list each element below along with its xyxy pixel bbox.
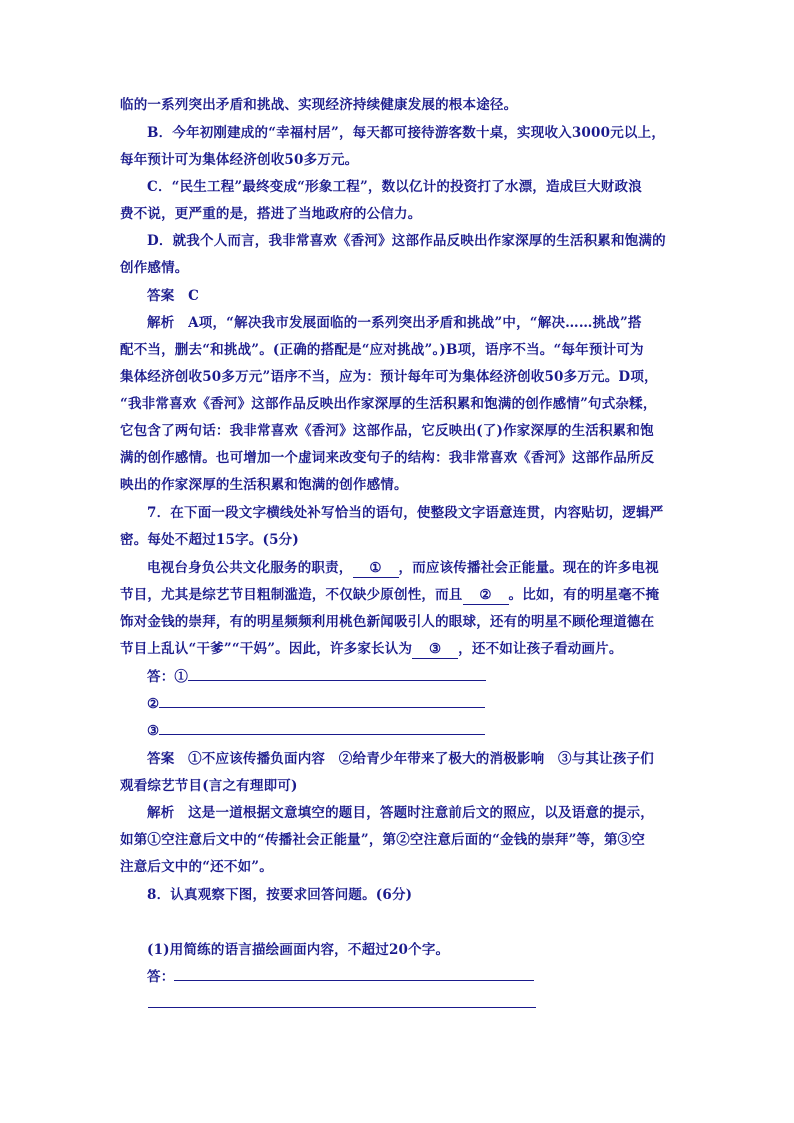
q7-stem-line1: 7．在下面一段文字横线处补写恰当的语句，使整段文字语意连贯，内容贴切，逻辑严 [147,505,664,521]
q7-answer-line2: 观看综艺节目(言之有理即可) [120,778,298,794]
q7-passage-text: 节目，尤其是综艺节目粗制滥造，不仅缺少原创性，而且 [120,587,463,603]
option-c-line2: 费不说，更严重的是，搭进了当地政府的公信力。 [120,206,422,222]
answer-label: 答： [147,669,175,685]
q8-answer-blank-1[interactable] [174,968,534,981]
q7-explanation-line3: 注意后文中的“还不如”。 [120,859,273,875]
q7-answer-line1: 答案 ①不应该传播负面内容 ②给青少年带来了极大的消极影响 ③与其让孩子们 [147,751,654,767]
blank-1: ① [353,559,399,578]
circle-number: ② [147,696,160,712]
answer-blank-2[interactable] [159,695,485,708]
q7-answer-row-1 [147,668,486,686]
q6-explanation-line6: 满的创作感情。也可增加一个虚词来改变句子的结构：我非常喜欢《香河》这部作品所反 [120,450,655,466]
q6-explanation-line3: 集体经济创收50多万元”语序不当，应为：预计每年可为集体经济创收50多万元。D项， [120,369,658,385]
q6-explanation-line7: 映出的作家深厚的生活积累和饱满的创作感情。 [120,477,408,493]
q7-passage-line2 [120,586,659,605]
answer-blank-3[interactable] [159,722,485,735]
q7-answer-row-3 [147,722,485,740]
answer-label: 答： [147,969,175,985]
q7-passage-text: 。比如，有的明星毫不掩 [508,587,660,603]
q7-passage-text: 电视台身负公共文化服务的职责， [147,560,353,576]
q6-answer: 答案 C [147,288,200,304]
q8-answer-blank-2[interactable] [148,1007,536,1008]
q7-passage-line3: 饰对金钱的崇拜，有的明星频频利用桃色新闻吸引人的眼球，还有的明星不顾伦理道德在 [120,614,655,630]
option-d-line1: D．就我个人而言，我非常喜欢《香河》这部作品反映出作家深厚的生活积累和饱满的 [147,233,666,249]
q6-explanation-line1: 解析 A项，“解决我市发展面临的一系列突出矛盾和挑战”中，“解决……挑战”搭 [147,315,642,331]
q6-explanation-line2: 配不当，删去“和挑战”。(正确的搭配是“应对挑战”。)B项，语序不当。“每年预计可为 [120,342,644,358]
q7-passage-line4 [120,640,623,659]
q7-passage-text: ，还不如让孩子看动画片。 [458,641,623,657]
q7-passage-text: ，而应该传播社会正能量。现在的许多电视 [398,560,659,576]
answer-blank-1[interactable] [188,668,486,681]
q7-passage-text: 节目上乱认“干爹”“干妈”。因此，许多家长认为 [120,641,413,657]
option-d-line2: 创作感情。 [120,260,189,276]
q7-answer-row-2 [147,695,485,713]
q7-explanation-line2: 如第①空注意后文中的“传播社会正能量”，第②空注意后面的“金钱的崇拜”等，第③空 [120,832,646,848]
circle-number: ③ [147,723,160,739]
q6-explanation-line4: “我非常喜欢《香河》这部作品反映出作家深厚的生活积累和饱满的创作感情”句式杂糅， [120,396,657,412]
option-a-continuation: 临的一系列突出矛盾和挑战、实现经济持续健康发展的根本途径。 [120,97,518,113]
option-b-line2: 每年预计可为集体经济创收50多万元。 [120,152,359,168]
blank-3: ③ [412,640,458,659]
q7-explanation-line1: 解析 这是一道根据文意填空的题目，答题时注意前后文的照应，以及语意的提示， [147,805,654,821]
q6-explanation-line5: 它包含了两句话：我非常喜欢《香河》这部作品，它反映出(了)作家深厚的生活积累和饱 [120,423,654,439]
q8-subquestion-1: (1)用简练的语言描绘画面内容，不超过20个字。 [147,942,450,958]
circle-number: ① [174,669,189,685]
q7-stem-line2: 密。每处不超过15字。(5分) [120,532,299,548]
option-b-line1: B．今年初刚建成的“幸福村居”，每天都可接待游客数十桌，实现收入3000元以上， [147,125,666,141]
option-c-line1: C．“民生工程”最终变成“形象工程”，数以亿计的投资打了水漂，造成巨大财政浪 [147,179,642,195]
blank-2: ② [463,586,509,605]
q8-answer-row [147,968,534,986]
q7-passage-line1 [147,559,659,578]
q8-stem: 8．认真观察下图，按要求回答问题。(6分) [147,887,413,903]
